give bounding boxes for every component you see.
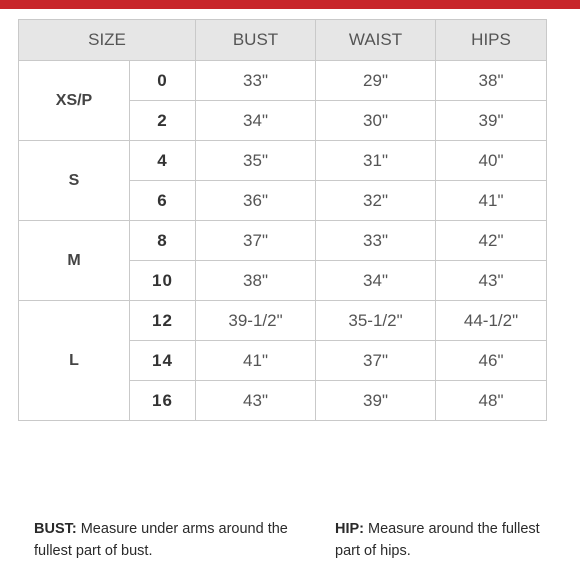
hips-value: 42" xyxy=(436,221,547,261)
bust-value: 36" xyxy=(196,181,316,221)
hips-value: 44-1/2" xyxy=(436,301,547,341)
hips-value: 39" xyxy=(436,101,547,141)
table-row xyxy=(19,221,547,261)
bust-value: 34" xyxy=(196,101,316,141)
size-number: 4 xyxy=(130,141,196,181)
hip-measure-note xyxy=(335,518,565,562)
table-row xyxy=(19,301,547,341)
size-group-label: S xyxy=(19,141,130,221)
size-group-label: M xyxy=(19,221,130,301)
hips-value: 48" xyxy=(436,381,547,421)
hips-value: 38" xyxy=(436,61,547,101)
size-number: 16 xyxy=(130,381,196,421)
size-number: 6 xyxy=(130,181,196,221)
size-group-label: XS/P xyxy=(19,61,130,141)
size-number: 0 xyxy=(130,61,196,101)
bust-value: 35" xyxy=(196,141,316,181)
size-chart-table xyxy=(18,19,547,421)
hips-value: 46" xyxy=(436,341,547,381)
waist-value: 34" xyxy=(316,261,436,301)
size-header: SIZE xyxy=(19,20,196,61)
table-row xyxy=(19,61,547,101)
hips-value: 43" xyxy=(436,261,547,301)
top-accent-bar xyxy=(0,0,580,9)
header-row xyxy=(19,20,547,61)
waist-value: 39" xyxy=(316,381,436,421)
hips-value: 40" xyxy=(436,141,547,181)
waist-header: WAIST xyxy=(316,20,436,61)
hip-note-text: Measure around the fullest part of hips. xyxy=(335,521,540,559)
size-group-label: L xyxy=(19,301,130,421)
size-number: 8 xyxy=(130,221,196,261)
waist-value: 32" xyxy=(316,181,436,221)
bust-header: BUST xyxy=(196,20,316,61)
size-number: 12 xyxy=(130,301,196,341)
waist-value: 30" xyxy=(316,101,436,141)
hips-header: HIPS xyxy=(436,20,547,61)
bust-value: 43" xyxy=(196,381,316,421)
bust-value: 41" xyxy=(196,341,316,381)
hip-note-label: HIP: xyxy=(335,521,364,537)
bust-note-text: Measure under arms around the fullest part of bust. xyxy=(34,521,288,559)
waist-value: 35-1/2" xyxy=(316,301,436,341)
bust-value: 33" xyxy=(196,61,316,101)
waist-value: 29" xyxy=(316,61,436,101)
waist-value: 37" xyxy=(316,341,436,381)
hips-value: 41" xyxy=(436,181,547,221)
size-number: 10 xyxy=(130,261,196,301)
size-number: 14 xyxy=(130,341,196,381)
bust-value: 37" xyxy=(196,221,316,261)
bust-value: 38" xyxy=(196,261,316,301)
table-row xyxy=(19,141,547,181)
bust-value: 39-1/2" xyxy=(196,301,316,341)
bust-note-label: BUST: xyxy=(34,521,77,537)
bust-measure-note xyxy=(34,518,294,562)
waist-value: 31" xyxy=(316,141,436,181)
size-number: 2 xyxy=(130,101,196,141)
waist-value: 33" xyxy=(316,221,436,261)
